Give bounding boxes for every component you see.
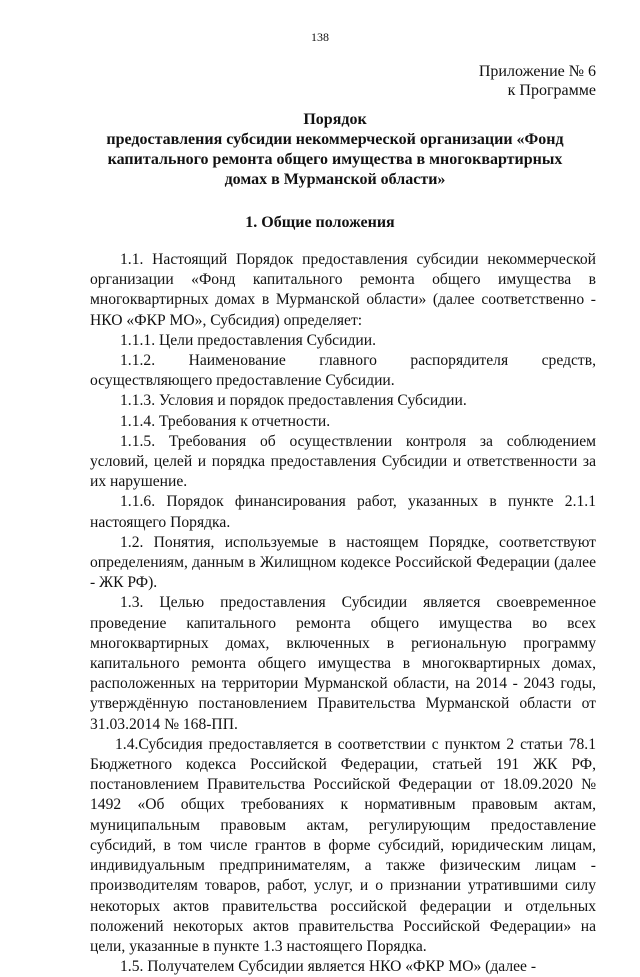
paragraph-1-1-5: 1.1.5. Требования об осуществлении контроля за соблюдением условий, целей и порядка предоставления Субсидии и ответственности за их нарушение. [90, 432, 596, 491]
appendix-line-2: к Программе [507, 82, 596, 99]
document-title [60, 110, 610, 190]
page-number: 138 [311, 30, 329, 44]
paragraph-1-1-2: 1.1.2. Наименование главного распорядителя средств, осуществляющего предоставление Субсидии. [90, 352, 596, 390]
paragraph-1-2: 1.2. Понятия, используемые в настоящем Порядке, соответствуют определениям, данным в Жилищном кодексе Российской Федерации (далее - ЖК РФ). [90, 533, 596, 592]
paragraph-1-3: 1.3. Целью предоставления Субсидии является своевременное проведение капитального ремонта общего имущества во всех многоквартирных домах, включенных в региональную программу капитального ремонта общего имущества в многоквартирных домах, расположенных на территории Мурманской области, на 2014 - 2043 годы, утверждённую постановлением Правительства Мурманской области от 31.03.2014 № 168-ПП. [90, 594, 596, 733]
paragraph-1-1: 1.1. Настоящий Порядок предоставления субсидии некоммерческой организации «Фонд капитального ремонта общего имущества в многоквартирных домах в Мурманской области» (далее соответственно - НКО «ФКР МО», Субсидия) определяет: [90, 251, 596, 329]
title-line-1: Порядок [303, 111, 367, 128]
title-line-4: домах в Мурманской области» [224, 171, 446, 188]
paragraph-1-1-6: 1.1.6. Порядок финансирования работ, указанных в пункте 2.1.1 настоящего Порядка. [90, 493, 596, 531]
title-line-2: предоставления субсидии некоммерческой организации «Фонд [106, 131, 564, 148]
paragraph-1-1-3: 1.1.3. Условия и порядок предоставления Субсидии. [120, 392, 467, 410]
paragraph-1-1-4: 1.1.4. Требования к отчетности. [120, 412, 331, 430]
title-line-3: капитального ремонта общего имущества в многоквартирных [107, 151, 563, 168]
paragraph-1-4: 1.4.Субсидия предоставляется в соответствии с пунктом 2 статьи 78.1 Бюджетного кодекса Российской Федерации, статьей 191 ЖК РФ, постановлением Правительства Российской Федерации от 18.09.2020 № 1492 «Об общих требованиях к нормативным правовым актам, муниципальным правовым актам, регулирующим предоставление субсидий, в том числе грантов в форме субсидий, юридическим лицам, индивидуальным предпринимателям, а также физическим лицам - производителям товаров, работ, услуг, и о признании утратившими силу некоторых актов правительства российской федерации и отдельных положений некоторых актов правительства Российской Федерации» на цели, указанные в пункте 1.3 настоящего Порядка. [90, 735, 596, 955]
paragraph-1-5: 1.5. Получателем Субсидии является НКО «ФКР МО» (далее - [120, 958, 537, 976]
appendix-line-1: Приложение № 6 [478, 63, 596, 80]
document-body [90, 250, 596, 977]
paragraph-1-1-1: 1.1.1. Цели предоставления Субсидии. [120, 331, 376, 349]
appendix-reference [479, 62, 596, 100]
section-heading: 1. Общие положения [245, 214, 395, 231]
